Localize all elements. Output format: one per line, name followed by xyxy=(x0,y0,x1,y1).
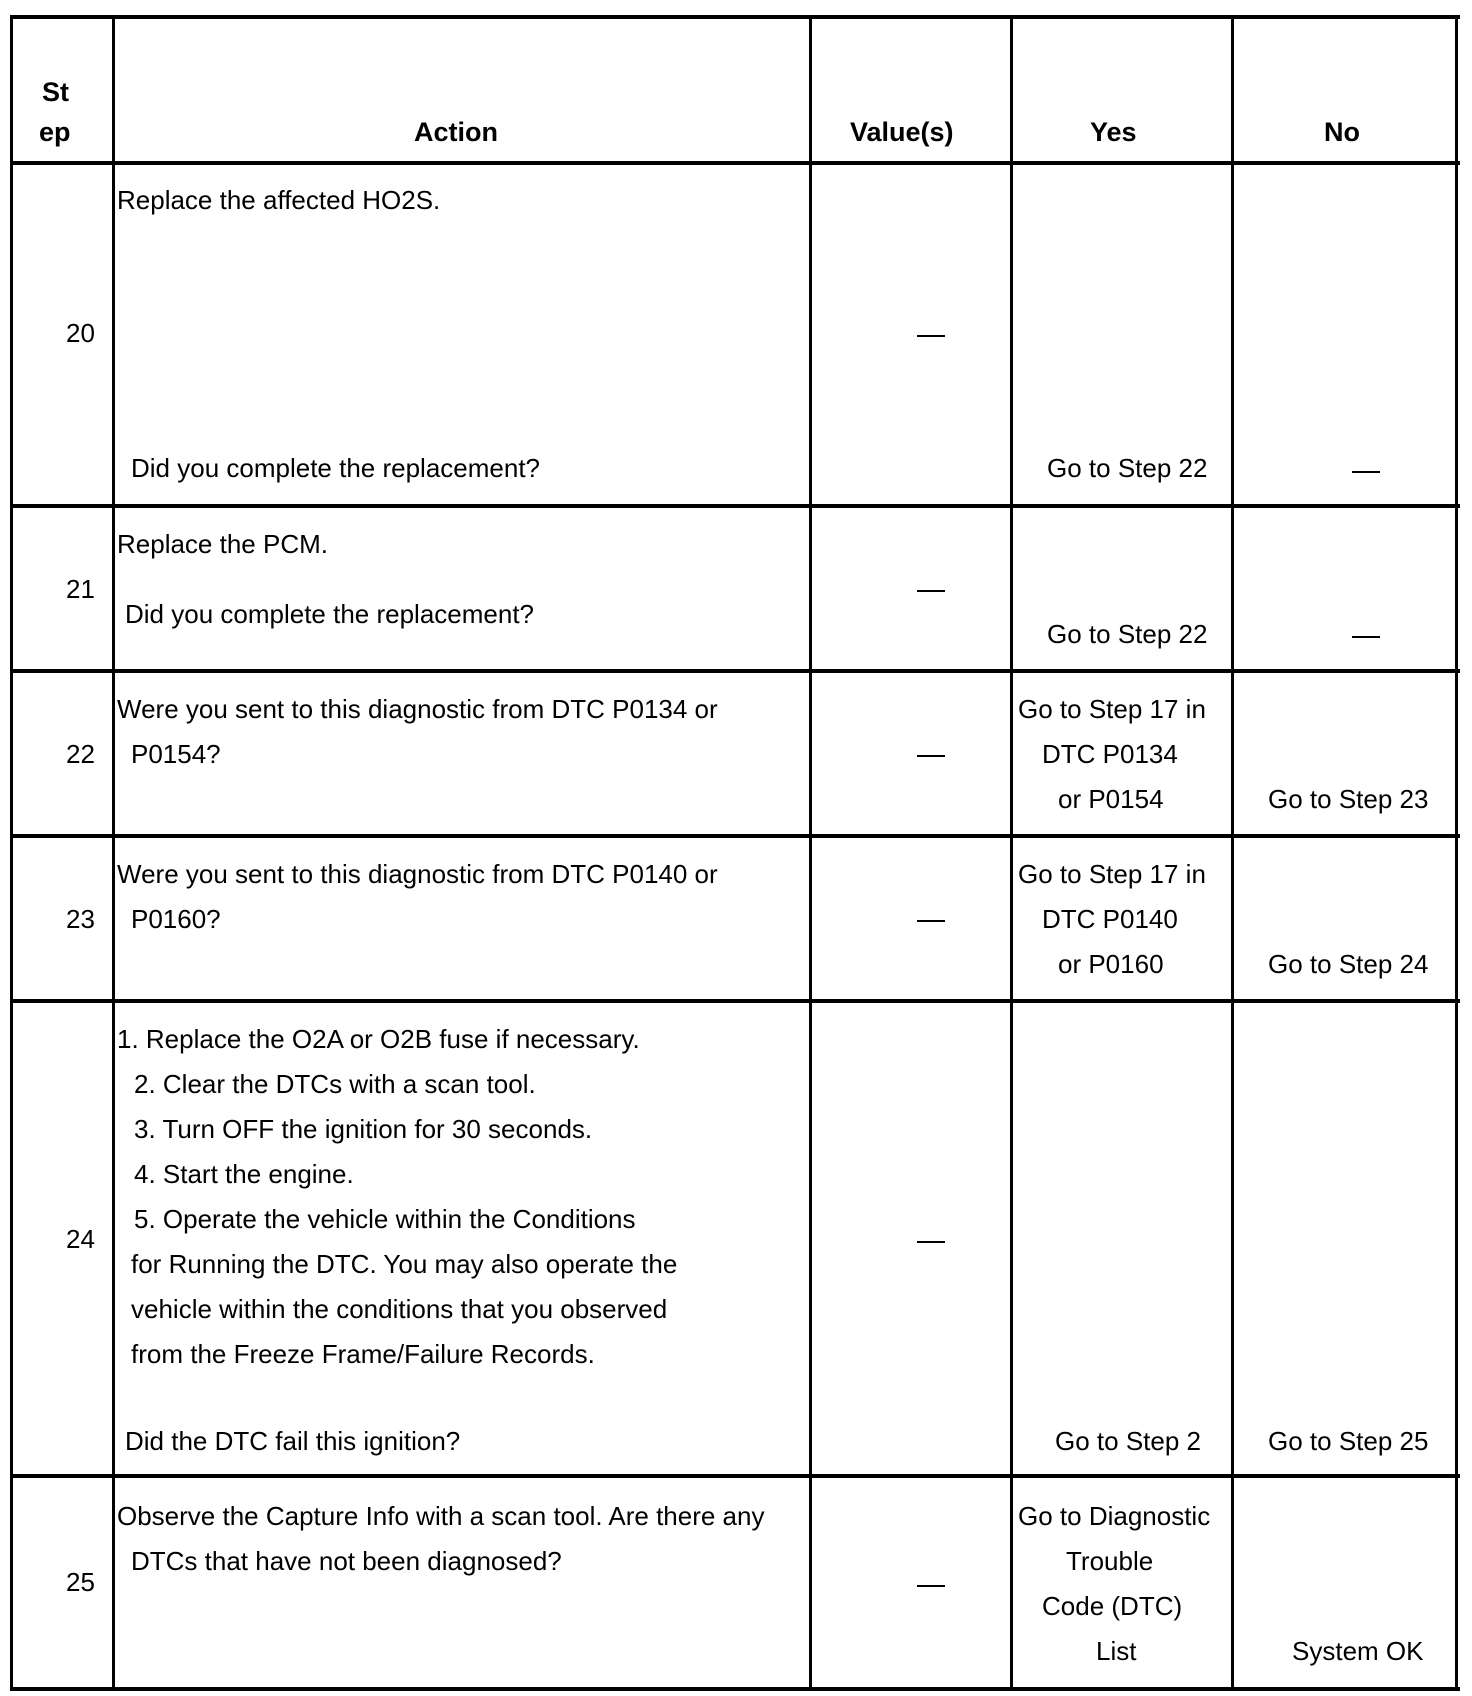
value-dash xyxy=(917,755,945,757)
action-text: Were you sent to this diagnostic from DTC P0140 or xyxy=(117,859,718,889)
action-text: DTCs that have not been diagnosed? xyxy=(131,1546,562,1576)
action-text: P0160? xyxy=(131,904,221,934)
action-step-continued: for Running the DTC. You may also operate the xyxy=(131,1249,678,1279)
action-text: Observe the Capture Info with a scan tool. Are there any xyxy=(117,1501,765,1531)
no-target: Go to Step 24 xyxy=(1268,949,1429,979)
step-number: 23 xyxy=(66,904,95,934)
column-divider xyxy=(112,15,115,1691)
column-divider xyxy=(1231,15,1234,1691)
step-number: 21 xyxy=(66,574,95,604)
step-number: 22 xyxy=(66,739,95,769)
no-dash xyxy=(1352,471,1380,473)
table-border-right xyxy=(1455,15,1458,1691)
action-step: 1. Replace the O2A or O2B fuse if necessary. xyxy=(117,1024,640,1054)
yes-target: or P0160 xyxy=(1058,949,1164,979)
header-yes: Yes xyxy=(1090,117,1137,147)
value-dash xyxy=(917,1585,945,1587)
action-step: 5. Operate the vehicle within the Conditions xyxy=(134,1204,636,1234)
no-dash xyxy=(1352,636,1380,638)
row-divider xyxy=(10,669,1460,673)
table-border-left xyxy=(10,15,13,1691)
yes-target: DTC P0140 xyxy=(1042,904,1178,934)
yes-target: Go to Step 22 xyxy=(1047,453,1208,483)
action-step: 3. Turn OFF the ignition for 30 seconds. xyxy=(134,1114,593,1144)
header-values: Value(s) xyxy=(850,117,954,147)
header-divider xyxy=(10,161,1460,165)
action-step: 4. Start the engine. xyxy=(134,1159,354,1189)
yes-target: Trouble xyxy=(1066,1546,1154,1576)
action-text: Replace the affected HO2S. xyxy=(117,185,441,215)
no-target: Go to Step 25 xyxy=(1268,1426,1429,1456)
value-dash xyxy=(917,590,945,592)
row-divider xyxy=(10,504,1460,508)
row-divider xyxy=(10,1474,1460,1478)
yes-target: DTC P0134 xyxy=(1042,739,1178,769)
row-divider xyxy=(10,834,1460,838)
step-number: 25 xyxy=(66,1567,95,1597)
yes-target: Go to Diagnostic xyxy=(1018,1501,1211,1531)
column-divider xyxy=(1010,15,1013,1691)
table-border-bottom xyxy=(10,1687,1460,1691)
action-text: P0154? xyxy=(131,739,221,769)
column-divider xyxy=(809,15,812,1691)
value-dash xyxy=(917,920,945,922)
step-number: 20 xyxy=(66,318,95,348)
header-action: Action xyxy=(414,117,498,147)
header-step-line1: St xyxy=(42,77,69,107)
yes-target: Go to Step 2 xyxy=(1055,1426,1201,1456)
action-text: Were you sent to this diagnostic from DTC P0134 or xyxy=(117,694,718,724)
action-step: 2. Clear the DTCs with a scan tool. xyxy=(134,1069,536,1099)
header-step-line2: ep xyxy=(39,117,71,147)
action-question: Did you complete the replacement? xyxy=(125,599,535,629)
no-target: System OK xyxy=(1292,1636,1424,1666)
table-border-top xyxy=(10,15,1460,19)
action-step-continued: from the Freeze Frame/Failure Records. xyxy=(131,1339,595,1369)
no-target: Go to Step 23 xyxy=(1268,784,1429,814)
header-no: No xyxy=(1324,117,1360,147)
yes-target: Go to Step 17 in xyxy=(1018,694,1206,724)
action-question: Did the DTC fail this ignition? xyxy=(125,1426,461,1456)
action-text: Replace the PCM. xyxy=(117,529,328,559)
yes-target: Code (DTC) xyxy=(1042,1591,1183,1621)
yes-target: Go to Step 17 in xyxy=(1018,859,1206,889)
row-divider xyxy=(10,999,1460,1003)
step-number: 24 xyxy=(66,1224,95,1254)
yes-target: List xyxy=(1096,1636,1137,1666)
action-step-continued: vehicle within the conditions that you observed xyxy=(131,1294,668,1324)
value-dash xyxy=(917,1241,945,1243)
action-question: Did you complete the replacement? xyxy=(131,453,541,483)
value-dash xyxy=(917,335,945,337)
yes-target: or P0154 xyxy=(1058,784,1164,814)
yes-target: Go to Step 22 xyxy=(1047,619,1208,649)
